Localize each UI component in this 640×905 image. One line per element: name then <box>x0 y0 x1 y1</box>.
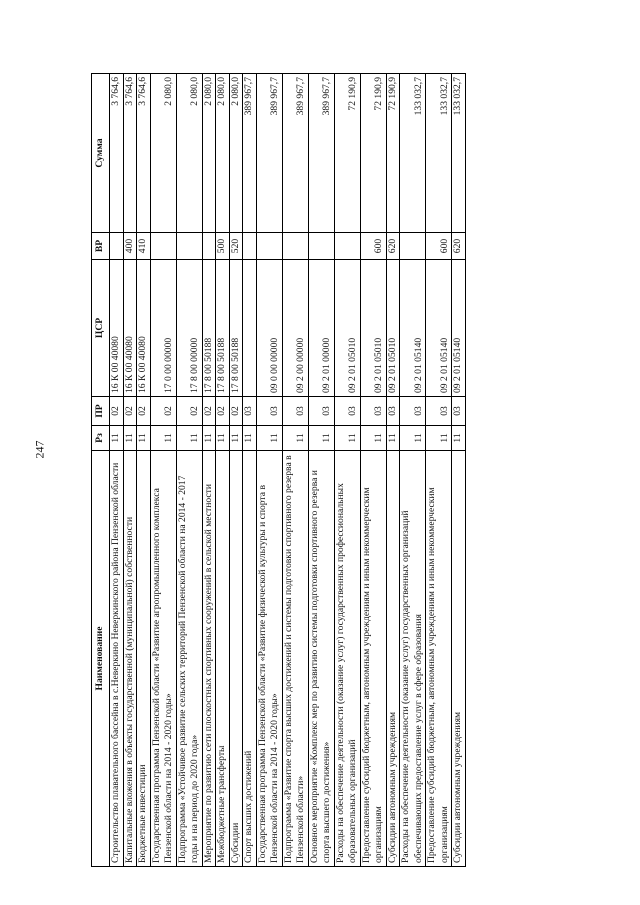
cell-rz: 11 <box>452 426 466 451</box>
cell-vr: 600 <box>360 233 386 260</box>
cell-name: Государственная программа Пензенской области «Развитие физической культуры и спорта в Пензенской области на 2014 - 2020 годы» <box>256 451 282 867</box>
cell-vr: 500 <box>216 233 230 260</box>
cell-rz: 11 <box>137 426 151 451</box>
budget-table <box>91 73 466 867</box>
table-row <box>110 74 124 867</box>
cell-name: Субсидии автономным учреждениям <box>386 451 400 867</box>
cell-csr: 09 2 01 05010 <box>360 260 386 397</box>
cell-sum: 133 032,7 <box>452 74 466 233</box>
cell-pr: 03 <box>386 397 400 426</box>
cell-vr <box>176 233 202 260</box>
cell-sum: 3 764,6 <box>110 74 124 233</box>
cell-pr: 02 <box>216 397 230 426</box>
cell-sum: 133 032,7 <box>426 74 452 233</box>
cell-rz: 11 <box>426 426 452 451</box>
cell-pr: 02 <box>202 397 216 426</box>
cell-rz: 11 <box>176 426 202 451</box>
cell-sum: 72 190,9 <box>360 74 386 233</box>
cell-csr: 17 8 00 50188 <box>202 260 216 397</box>
page-number: 247 <box>32 440 47 459</box>
cell-csr: 09 2 01 05140 <box>400 260 426 397</box>
cell-vr: 400 <box>123 233 137 260</box>
cell-sum: 389 967,7 <box>308 74 334 233</box>
cell-vr <box>334 233 360 260</box>
cell-vr <box>243 233 257 260</box>
cell-vr <box>400 233 426 260</box>
cell-name: Государственная программа Пензенской области «Развитие агропромышленного комплекса Пензенской области на 2014 - 2020 годы» <box>150 451 176 867</box>
cell-rz: 11 <box>334 426 360 451</box>
cell-csr: 09 2 01 00000 <box>308 260 334 397</box>
cell-pr: 03 <box>256 397 282 426</box>
table-row <box>137 74 151 867</box>
cell-name: Подпрограмма «Устойчивое развитие сельских территорий Пензенской области на 2014 - 2017 годы и на период до 2020 года» <box>176 451 202 867</box>
cell-vr <box>308 233 334 260</box>
table-row <box>360 74 386 867</box>
cell-sum: 3 764,6 <box>123 74 137 233</box>
cell-sum: 72 190,9 <box>386 74 400 233</box>
cell-csr: 09 2 00 00000 <box>282 260 308 397</box>
table-row <box>308 74 334 867</box>
cell-name: Спорт высших достижений <box>243 451 257 867</box>
cell-rz: 11 <box>308 426 334 451</box>
table-row <box>334 74 360 867</box>
cell-rz: 11 <box>123 426 137 451</box>
cell-name: Строительство плавательного бассейна в с.Неверкино Неверкинского района Пензенской области <box>110 451 124 867</box>
cell-sum: 72 190,9 <box>334 74 360 233</box>
cell-csr: 16 К 00 40080 <box>110 260 124 397</box>
cell-pr: 03 <box>308 397 334 426</box>
cell-name: Предоставление субсидий бюджетным, автономным учреждениям и иным некоммерческим организациям <box>360 451 386 867</box>
cell-pr: 03 <box>400 397 426 426</box>
header-csr: ЦСР <box>92 260 110 397</box>
cell-name: Расходы на обеспечение деятельности (оказание услуг) государственных организаций обеспечивающих предоставление услуг в сфере образования <box>400 451 426 867</box>
cell-name: Предоставление субсидий бюджетным, автономным учреждениям и иным некоммерческим организациям <box>426 451 452 867</box>
cell-csr: 17 8 00 50188 <box>216 260 230 397</box>
header-rz: Рз <box>92 426 110 451</box>
cell-pr: 03 <box>426 397 452 426</box>
cell-vr <box>110 233 124 260</box>
cell-rz: 11 <box>243 426 257 451</box>
cell-pr: 03 <box>452 397 466 426</box>
cell-pr: 03 <box>334 397 360 426</box>
cell-pr: 03 <box>360 397 386 426</box>
cell-vr <box>256 233 282 260</box>
cell-vr: 620 <box>386 233 400 260</box>
cell-vr <box>282 233 308 260</box>
cell-vr <box>202 233 216 260</box>
cell-rz: 11 <box>386 426 400 451</box>
cell-vr: 600 <box>426 233 452 260</box>
cell-name: Субсидии автономным учреждениям <box>452 451 466 867</box>
table-row <box>176 74 202 867</box>
cell-csr: 09 2 01 05140 <box>426 260 452 397</box>
cell-sum: 2 080,0 <box>150 74 176 233</box>
cell-name: Мероприятие по развитию сети плоскостных спортивных сооружений в сельской местности <box>202 451 216 867</box>
cell-csr: 09 2 01 05140 <box>452 260 466 397</box>
cell-csr: 16 К 00 40080 <box>123 260 137 397</box>
table-row <box>123 74 137 867</box>
cell-rz: 11 <box>282 426 308 451</box>
header-name: Наименование <box>92 451 110 867</box>
cell-rz: 11 <box>360 426 386 451</box>
table-row <box>150 74 176 867</box>
cell-rz: 11 <box>110 426 124 451</box>
cell-csr <box>243 260 257 397</box>
cell-rz: 11 <box>400 426 426 451</box>
cell-sum: 2 080,0 <box>216 74 230 233</box>
cell-name: Бюджетные инвестиции <box>137 451 151 867</box>
table-row <box>216 74 230 867</box>
budget-table-container <box>91 74 543 867</box>
cell-pr: 02 <box>150 397 176 426</box>
table-row <box>452 74 466 867</box>
cell-rz: 11 <box>202 426 216 451</box>
cell-pr: 02 <box>137 397 151 426</box>
cell-csr: 16 К 00 40080 <box>137 260 151 397</box>
cell-name: Субсидии <box>229 451 243 867</box>
cell-name: Подпрограмма «Развитие спорта высших достижений и системы подготовки спортивного резерва в Пензенской области» <box>282 451 308 867</box>
cell-rz: 11 <box>216 426 230 451</box>
table-row <box>243 74 257 867</box>
cell-rz: 11 <box>229 426 243 451</box>
cell-name: Основное мероприятие «Комплекс мер по развитию системы подготовки спортивного резерва и спорта высшего достижения» <box>308 451 334 867</box>
table-row <box>256 74 282 867</box>
cell-sum: 389 967,7 <box>256 74 282 233</box>
table-row <box>202 74 216 867</box>
cell-pr: 03 <box>282 397 308 426</box>
cell-csr: 09 2 01 05010 <box>334 260 360 397</box>
cell-csr: 17 8 00 00000 <box>176 260 202 397</box>
header-vr: ВР <box>92 233 110 260</box>
cell-sum: 3 764,6 <box>137 74 151 233</box>
cell-vr: 520 <box>229 233 243 260</box>
header-sum: Сумма <box>92 74 110 233</box>
cell-sum: 133 032,7 <box>400 74 426 233</box>
cell-vr: 410 <box>137 233 151 260</box>
cell-pr: 02 <box>229 397 243 426</box>
cell-csr: 17 8 00 50188 <box>229 260 243 397</box>
cell-name: Межбюджетные трансферты <box>216 451 230 867</box>
cell-sum: 2 080,0 <box>176 74 202 233</box>
cell-vr: 620 <box>452 233 466 260</box>
cell-pr: 02 <box>123 397 137 426</box>
table-row <box>426 74 452 867</box>
table-row <box>386 74 400 867</box>
rotated-page-content <box>91 74 543 867</box>
cell-csr: 09 2 01 05010 <box>386 260 400 397</box>
cell-sum: 389 967,7 <box>282 74 308 233</box>
table-row <box>400 74 426 867</box>
table-header-row <box>92 74 110 867</box>
cell-name: Расходы на обеспечение деятельности (оказание услуг) государственных профессиональных образовательных организаций <box>334 451 360 867</box>
cell-sum: 2 080,0 <box>202 74 216 233</box>
cell-rz: 11 <box>150 426 176 451</box>
cell-vr <box>150 233 176 260</box>
table-row <box>282 74 308 867</box>
cell-csr: 09 0 00 00000 <box>256 260 282 397</box>
table-row <box>229 74 243 867</box>
header-pr: ПР <box>92 397 110 426</box>
cell-pr: 02 <box>176 397 202 426</box>
cell-pr: 03 <box>243 397 257 426</box>
cell-csr: 17 0 00 00000 <box>150 260 176 397</box>
table-body <box>110 74 466 867</box>
cell-sum: 389 967,7 <box>243 74 257 233</box>
cell-rz: 11 <box>256 426 282 451</box>
cell-pr: 02 <box>110 397 124 426</box>
cell-name: Капитальные вложения в объекты государственной (муниципальной) собственности <box>123 451 137 867</box>
cell-sum: 2 080,0 <box>229 74 243 233</box>
